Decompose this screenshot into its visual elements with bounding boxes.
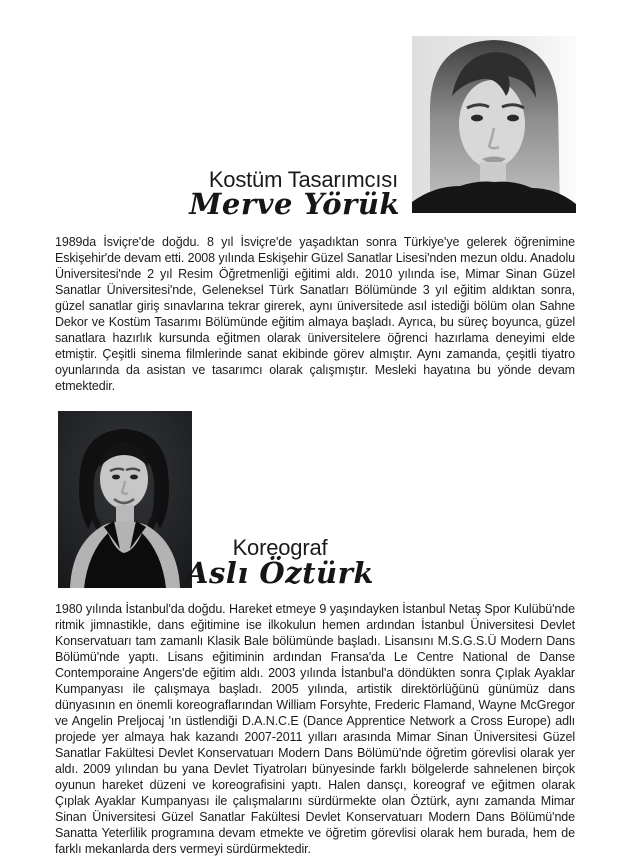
bio-text-merve-yoruk: 1989da İsviçre'de doğdu. 8 yıl İsviçre'de yaşadıktan sonra Türkiye'ye gelerek öğrenimine Eskişehir'de devam etti. 2008 yılında Eskişehir Güzel Sanatlar Lisesi'nden mezun oldu. Anadolu Üniversitesi'nde 2 yıl Resim Öğretmenliği eğitimi aldı. 2010 yılında ise, Mimar Sinan Güzel Sanatlar Üniversitesi'nde, Geleneksel Türk Sanatları Bölümünde 3 yıl eğitim aldıktan sonra, güzel sanatlar giriş sınavlarına tekrar girerek, aynı üniversitede asıl istediği bölüm olan Sahne Dekor ve Kostüm Tasarımı Bölümünde eğitim almaya başladı. Ayrıca, bu süreç boyunca, güzel sanatlara hazırlık kursunda eğitmen olarak üniversitelere öğrenci hazırlama deneyimi elde etmiştir. Çeşitli sinema filmlerinde sanat ekibinde görev almıştır. Aynı zamanda, çeşitli tiyatro oyunlarında da asistan ve tasarımcı olarak çalışmıştır. Mesleki hayatına bu yönde devam etmektedir.: [55, 235, 575, 393]
role-title-costume-designer: Kostüm Tasarımcısı: [208, 167, 398, 192]
person-name-asli-ozturk: Aslı Öztürk: [185, 556, 375, 590]
photo-merve-yoruk: [412, 36, 576, 213]
person-name-merve-yoruk: Merve Yörük: [189, 187, 400, 221]
role-title-choreographer: Koreograf: [232, 535, 328, 560]
bio-text-asli-ozturk: 1980 yılında İstanbul'da doğdu. Hareket etmeye 9 yaşındayken İstanbul Netaş Spor Kulübü'nde ritmik jimnastikle, dans eğitimine ise ilkokulun hemen ardından İstanbul Üniversitesi Devlet Konservatuarı tam zamanlı Klasik Bale bölümünde başladı. Lisansını M.S.G.S.Ü Modern Dans Bölümü'nde yaptı. Lisans eğitiminin ardından Fransa'da Le Centre National de Danse Contemporaine Angers'de eğitim aldı. 2003 yılında İstanbul'a döndükten sonra Çıplak Ayaklar Kumpanyası ile çalışmaya başladı. 2005 yılında, artistik direktörlüğünü günümüz dans dünyasının en önemli koreograflarından William Forsyhte, Frederic Flamand, Wayne McGregor ve Angelin Preljocaj 'ın üstlendiği D.A.N.C.E (Dance Apprentice Network a Cross Europe) adlı projede yer almaya hak kazandı 2007-2011 yılları arasında Mimar Sinan Üniversitesi Güzel Sanatlar Fakültesi Devlet Konservatuarı Modern Dans Bölümü'nde öğretim görevlisi olarak yer aldı. 2009 yılından bu yana Devlet Tiyatroları bünyesinde farklı bölgelerde sahnelenen birçok oyunun hareket düzeni ve koreografisini yaptı. Halen dansçı, koreograf ve eğitmen olarak Çıplak Ayaklar Kumpanyası ile çalışmalarını sürdürmekte olan Öztürk, aynı zamanda Mimar Sinan Üniversitesi Güzel Sanatlar Fakültesi Devlet Konservatuarı Modern Dans Bölümü'nde Sanatta Yeterlilik programına devam etmekte ve öğretim görevlisi olarak hem burada, hem de farklı mekanlarda ders vermeyi sürdürmektedir.: [55, 602, 575, 856]
